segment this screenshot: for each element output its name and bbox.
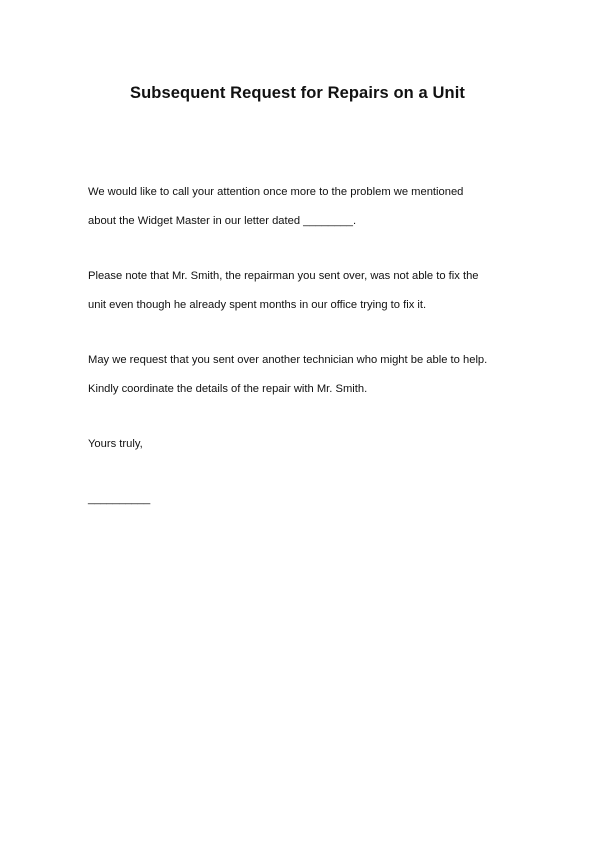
paragraph-line: May we request that you sent over another technician who might be able to help. — [88, 354, 488, 366]
paragraph-line: unit even though he already spent months in our office trying to fix it. — [88, 299, 427, 311]
signature-line: __________ — [88, 493, 151, 505]
paragraph-line: about the Widget Master in our letter dated ________. — [88, 215, 357, 227]
paragraph-line: Kindly coordinate the details of the repair with Mr. Smith. — [88, 383, 368, 395]
paragraph-1 — [88, 178, 548, 236]
paragraph-3 — [88, 346, 548, 404]
document-title: Subsequent Request for Repairs on a Unit — [130, 84, 465, 102]
paragraph-line: We would like to call your attention once more to the problem we mentioned — [88, 186, 464, 198]
closing-salutation: Yours truly, — [88, 438, 143, 450]
paragraph-line: Please note that Mr. Smith, the repairman you sent over, was not able to fix the — [88, 270, 479, 282]
paragraph-2 — [88, 262, 548, 320]
letter-body — [88, 178, 548, 514]
